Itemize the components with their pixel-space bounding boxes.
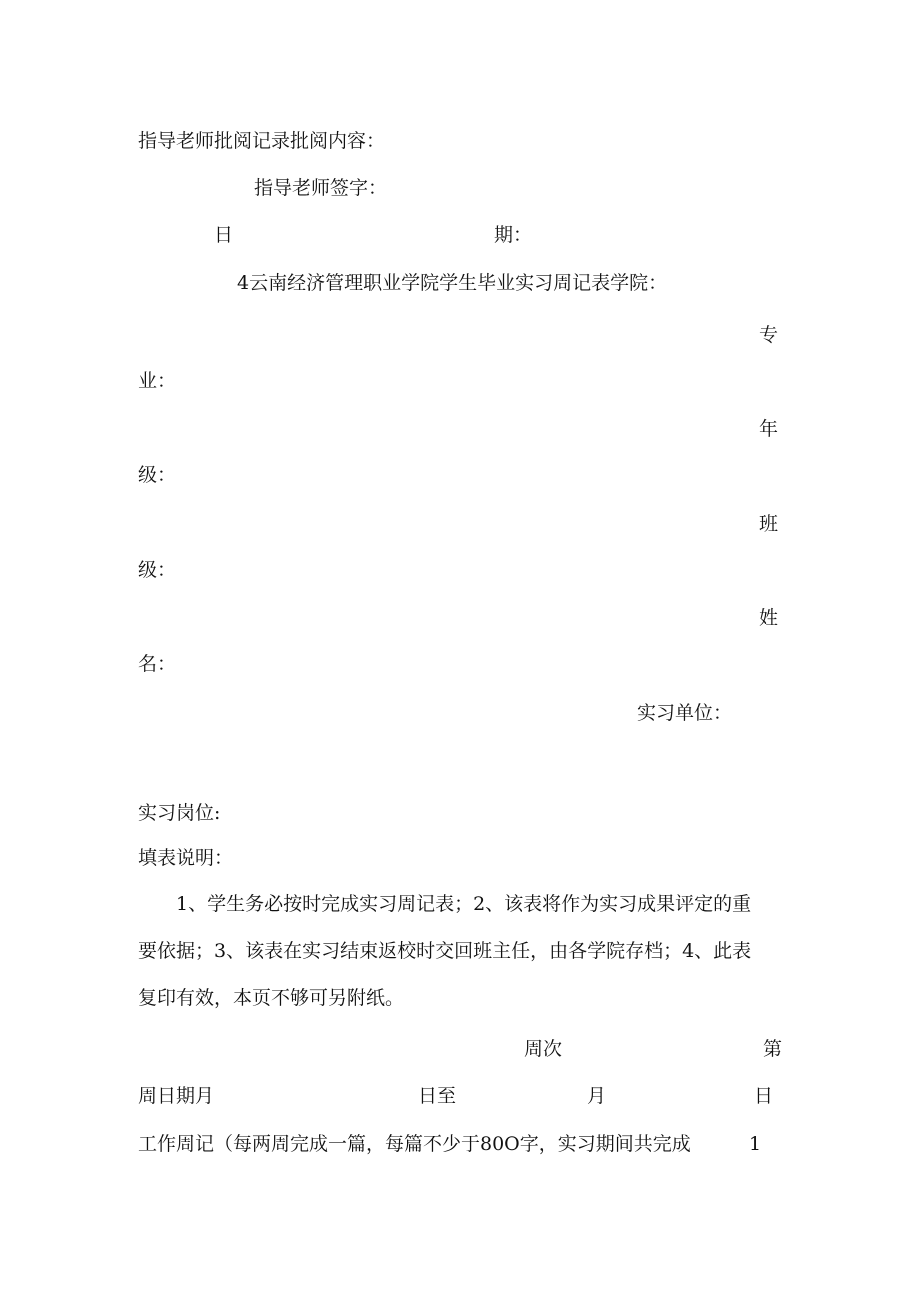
instructions-line-3: 复印有效，本页不够可另附纸。 bbox=[138, 987, 405, 1009]
class-label-part2: 级： bbox=[138, 559, 177, 581]
week-number-label: 周次 bbox=[524, 1038, 563, 1060]
major-label-part2: 业： bbox=[138, 370, 177, 392]
instructions-heading: 填表说明： bbox=[138, 847, 234, 869]
year-label-part1: 年 bbox=[759, 418, 779, 440]
signature-label: 指导老师签字： bbox=[254, 177, 388, 199]
review-content-label: 指导老师批阅记录批阅内容： bbox=[138, 130, 386, 152]
date-label-day: 日 bbox=[214, 224, 234, 246]
day-label: 日 bbox=[754, 1085, 774, 1107]
day-to-label: 日至 bbox=[418, 1085, 457, 1107]
instructions-line-2: 要依据；3、该表在实习结束返校时交回班主任，由各学院存档；4、此表 bbox=[138, 940, 752, 962]
journal-count: 1 bbox=[749, 1133, 762, 1155]
date-label-period: 期： bbox=[494, 224, 533, 246]
year-label-part2: 级： bbox=[138, 464, 177, 486]
instructions-line-1: 1、学生务必按时完成实习周记表；2、该表将作为实习成果评定的重 bbox=[176, 893, 752, 915]
month-label: 月 bbox=[587, 1085, 607, 1107]
form-title: 4云南经济管理职业学院学生毕业实习周记表学院： bbox=[237, 272, 668, 294]
journal-label: 工作周记（每两周完成一篇，每篇不少于80O字，实习期间共完成 bbox=[138, 1133, 691, 1155]
name-label-part1: 姓 bbox=[759, 607, 779, 629]
week-ordinal-label: 第 bbox=[763, 1038, 783, 1060]
major-label-part1: 专 bbox=[759, 324, 779, 346]
internship-position-label: 实习岗位: bbox=[138, 802, 221, 824]
internship-unit-label: 实习单位： bbox=[637, 702, 733, 724]
name-label-part2: 名： bbox=[138, 653, 177, 675]
week-date-label: 周日期月 bbox=[138, 1085, 215, 1107]
class-label-part1: 班 bbox=[759, 513, 779, 535]
instructions-paragraph bbox=[138, 881, 784, 1022]
